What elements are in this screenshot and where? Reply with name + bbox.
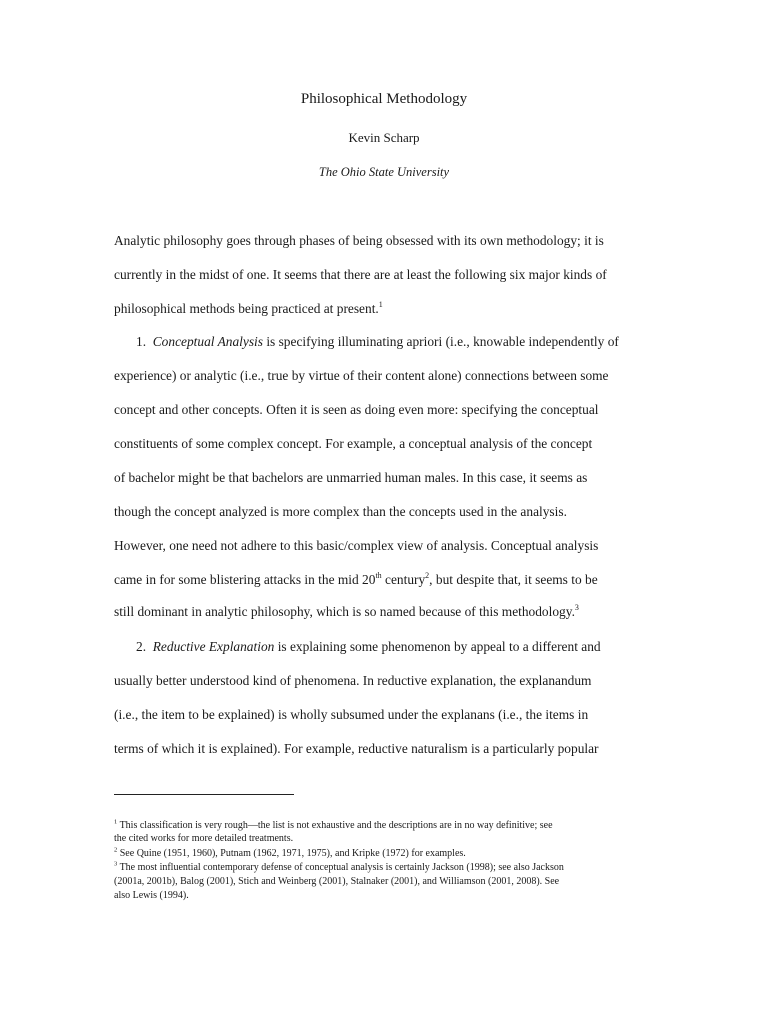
body-line: constituents of some complex concept. For example, a conceptual analysis of the concept xyxy=(114,436,593,451)
ordinal-suffix: th xyxy=(375,570,382,580)
section-1-lead xyxy=(136,334,656,350)
body-line: though the concept analyzed is more complex than the concepts used in the analysis. xyxy=(114,504,567,519)
body-text: philosophical methods being practiced at present. xyxy=(114,301,379,316)
body-line xyxy=(114,572,656,588)
body-line: Analytic philosophy goes through phases of being obsessed with its own methodology; it is xyxy=(114,233,604,248)
footnote-ref[interactable]: 2 xyxy=(425,570,430,580)
section-2-lead xyxy=(136,639,656,655)
footnote-line: also Lewis (1994). xyxy=(114,890,189,901)
body-line: However, one need not adhere to this basic/complex view of analysis. Conceptual analysis xyxy=(114,538,599,553)
body-text: came in for some blistering attacks in the mid 20 xyxy=(114,572,376,587)
footnote-line xyxy=(114,862,659,874)
footnote-text: This classification is very rough—the list is not exhaustive and the descriptions are in no way definitive; see xyxy=(119,820,553,831)
body-line xyxy=(114,301,656,317)
body-text: still dominant in analytic philosophy, which is so named because of this methodology. xyxy=(114,604,575,619)
paper-title: Philosophical Methodology xyxy=(300,91,468,107)
body-text: is specifying illuminating apriori (i.e., knowable independently of xyxy=(262,334,619,349)
body-line: currently in the midst of one. It seems that there are at least the following six major kinds of xyxy=(114,267,607,282)
section-number: 1. xyxy=(136,334,147,349)
footnote-number: 2 xyxy=(114,846,118,854)
footnote-number: 1 xyxy=(114,818,118,826)
body-text: century xyxy=(381,572,426,587)
footnote-line xyxy=(114,848,659,860)
author-name: Kevin Scharp xyxy=(348,130,420,145)
body-line: terms of which it is explained). For example, reductive naturalism is a particularly popular xyxy=(114,741,599,756)
footnote-number: 3 xyxy=(114,860,118,868)
body-text: , but despite that, it seems to be xyxy=(429,572,598,587)
section-term: Conceptual Analysis xyxy=(152,334,263,349)
footnote-text: The most influential contemporary defense of conceptual analysis is certainly Jackson (1998); see also Jackson xyxy=(119,862,564,873)
body-line xyxy=(114,604,656,620)
body-line: of bachelor might be that bachelors are unmarried human males. In this case, it seems as xyxy=(114,470,588,485)
footnote-text: See Quine (1951, 1960), Putnam (1962, 1971, 1975), and Kripke (1972) for examples. xyxy=(119,848,466,859)
body-text: is explaining some phenomenon by appeal to a different and xyxy=(274,639,601,654)
footnote-line: (2001a, 2001b), Balog (2001), Stich and Weinberg (2001), Stalnaker (2001), and Williamson (2001, 2008). See xyxy=(114,876,560,887)
body-line: concept and other concepts. Often it is seen as doing even more: specifying the conceptual xyxy=(114,402,599,417)
footnote-ref[interactable]: 3 xyxy=(574,602,579,612)
footnote-ref[interactable]: 1 xyxy=(378,299,383,309)
footnote-line: the cited works for more detailed treatments. xyxy=(114,833,294,844)
body-line: (i.e., the item to be explained) is wholly subsumed under the explanans (i.e., the items in xyxy=(114,707,589,722)
footnote-separator xyxy=(114,794,294,795)
section-term: Reductive Explanation xyxy=(152,639,275,654)
section-number: 2. xyxy=(136,639,147,654)
footnote-line xyxy=(114,820,659,832)
author-affiliation: The Ohio State University xyxy=(318,165,450,179)
body-line: experience) or analytic (i.e., true by virtue of their content alone) connections between some xyxy=(114,368,609,383)
body-line: usually better understood kind of phenomena. In reductive explanation, the explanandum xyxy=(114,673,592,688)
